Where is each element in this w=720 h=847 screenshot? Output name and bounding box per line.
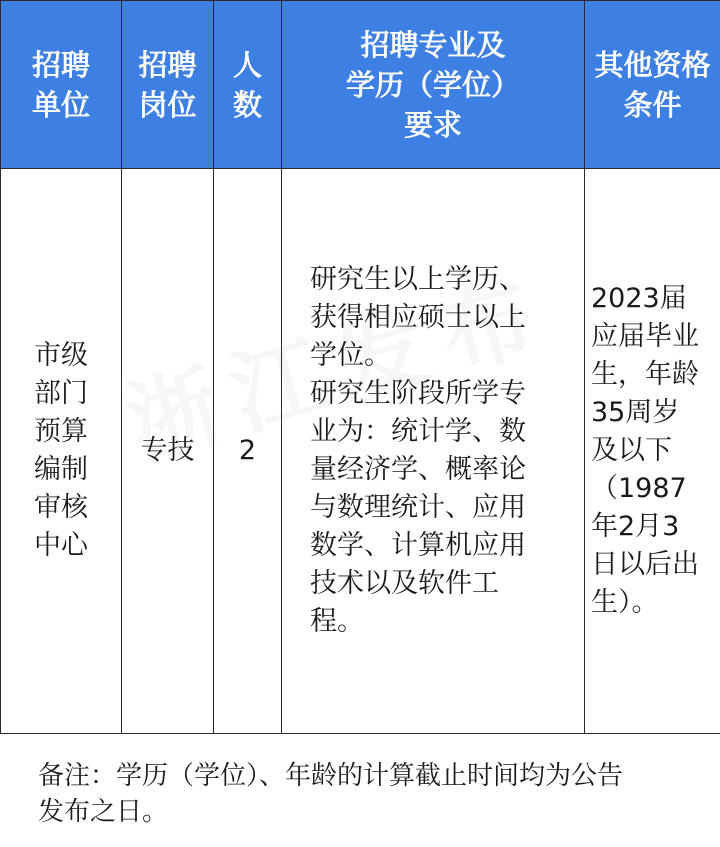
unit-line: 中心 xyxy=(34,530,88,561)
header-position xyxy=(122,1,214,169)
other-line: 生，年龄 xyxy=(591,359,699,390)
footnote xyxy=(38,758,698,830)
footnote-line: 备注：学历（学位）、年龄的计算截止时间均为公告 xyxy=(38,761,624,791)
requirement-line: 数学、计算机应用 xyxy=(310,530,526,561)
header-other-line: 条件 xyxy=(623,87,682,122)
header-unit-line: 招聘 xyxy=(31,47,90,82)
unit-line: 市级 xyxy=(34,340,88,371)
header-requirement-line: 招聘专业及 xyxy=(360,27,506,62)
cell-position: 专技 xyxy=(122,169,214,734)
requirement-line: 学位。 xyxy=(310,340,391,371)
header-unit-line: 单位 xyxy=(31,87,90,122)
header-count xyxy=(214,1,282,169)
requirement-line: 技术以及软件工 xyxy=(310,568,499,599)
other-line: （1987 xyxy=(591,473,687,504)
other-line: 应届毕业 xyxy=(591,321,699,352)
footnote-line: 发布之日。 xyxy=(38,797,169,827)
header-position-line: 招聘 xyxy=(138,47,197,82)
table-header-row xyxy=(1,1,720,169)
other-line: 生）。 xyxy=(591,587,659,618)
requirement-line: 程。 xyxy=(310,606,364,637)
other-line: 35周岁 xyxy=(591,397,680,428)
requirement-line: 研究生阶段所学专 xyxy=(310,378,526,409)
other-line: 2023届 xyxy=(591,283,687,314)
header-requirement-line: 要求 xyxy=(403,107,462,142)
cell-requirement xyxy=(282,169,585,734)
header-unit xyxy=(1,1,122,169)
header-requirement xyxy=(282,1,585,169)
unit-line: 编制 xyxy=(34,454,88,485)
requirement-line: 研究生以上学历、 xyxy=(310,264,526,295)
unit-line: 审核 xyxy=(34,492,88,523)
header-count-line: 数 xyxy=(232,87,262,122)
table-row xyxy=(1,169,720,734)
requirement-line: 与数理统计、应用 xyxy=(310,492,526,523)
unit-line: 预算 xyxy=(34,416,88,447)
requirement-line: 量经济学、概率论 xyxy=(310,454,526,485)
cell-count: 2 xyxy=(214,169,282,734)
header-count-line: 人 xyxy=(232,47,262,82)
other-line: 及以下 xyxy=(591,435,672,466)
header-position-line: 岗位 xyxy=(138,87,197,122)
cell-unit xyxy=(1,169,122,734)
requirement-line: 业为：统计学、数 xyxy=(310,416,526,447)
unit-line: 部门 xyxy=(34,378,88,409)
header-other-line: 其他资格 xyxy=(594,47,711,82)
other-line: 日以后出 xyxy=(591,549,699,580)
header-other xyxy=(585,1,720,169)
cell-other-conditions xyxy=(585,169,720,734)
header-requirement-line: 学历（学位） xyxy=(345,67,520,102)
requirement-line: 获得相应硕士以上 xyxy=(310,302,526,333)
other-line: 年2月3 xyxy=(591,511,680,542)
